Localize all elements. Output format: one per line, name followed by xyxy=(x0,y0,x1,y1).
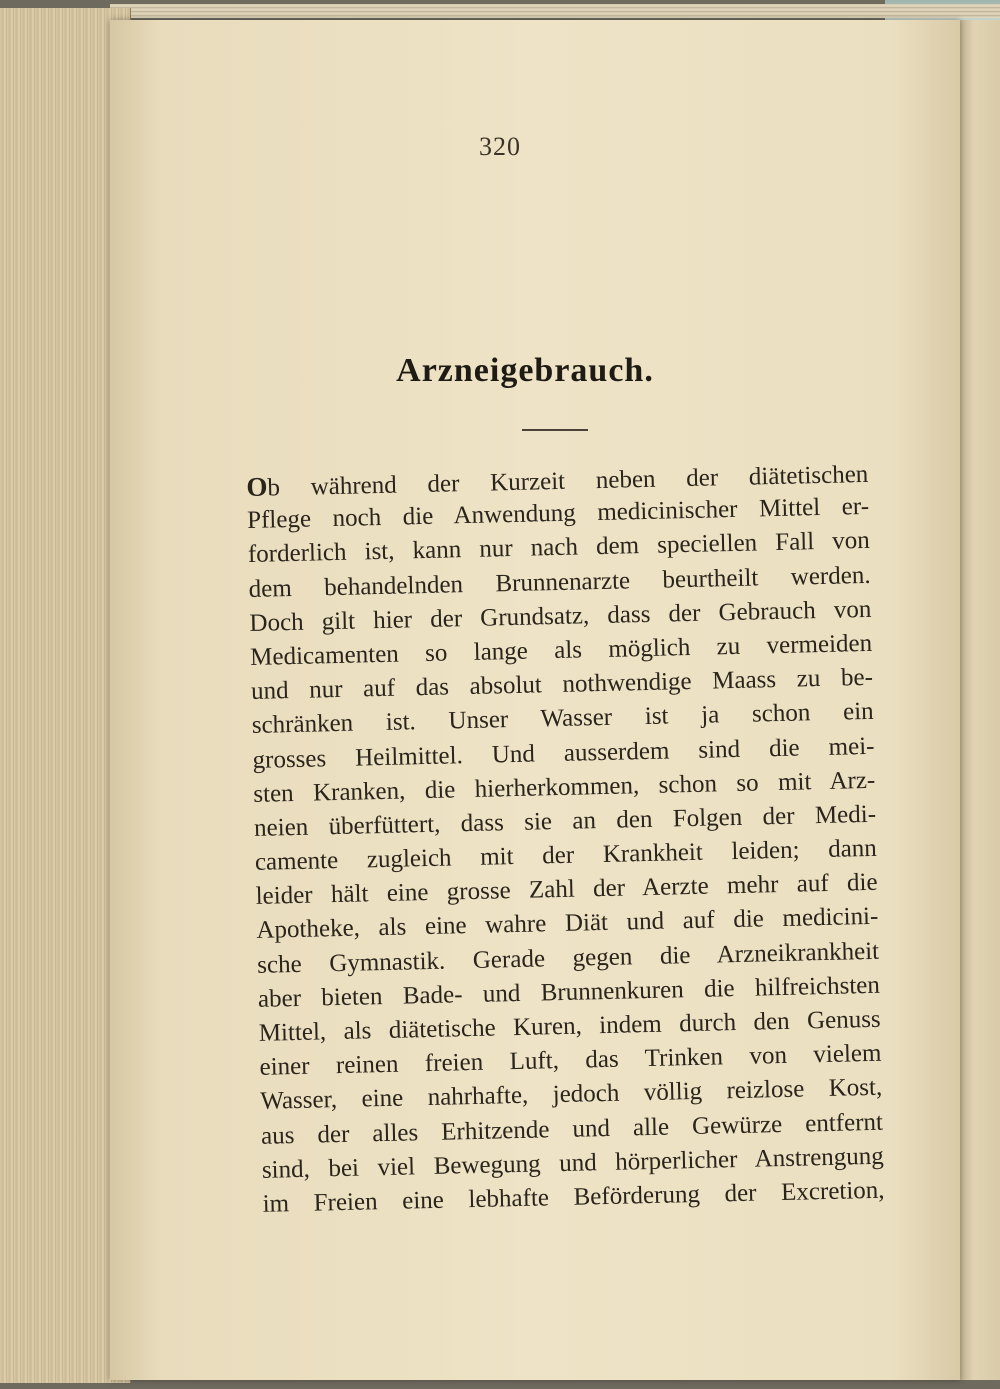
text-line: Mittel, als diätetische Kuren, indem durch den Genuss xyxy=(258,1005,881,1047)
text-line: sche Gymnastik. Gerade gegen die Arzneikrankheit xyxy=(256,937,880,979)
page-number: 320 xyxy=(479,132,521,161)
text-line: Doch gilt hier der Grundsatz, dass der Gebrauch von xyxy=(249,595,872,637)
text-line: und nur auf das absolut nothwendige Maass zu be- xyxy=(250,663,874,706)
text-line: forderlich ist, kann nur nach dem speciellen Fall von xyxy=(247,527,871,569)
heading-rule xyxy=(522,429,588,431)
text-line: aus der alles Erhitzende und alle Gewürze entfernt xyxy=(260,1108,884,1150)
text-line: sten Kranken, die hierherkommen, schon so mit Arz- xyxy=(253,766,876,808)
text-line: Ob während der Kurzeit neben der diätetischen xyxy=(246,460,869,502)
text-line: einer reinen freien Luft, das Trinken von vielem xyxy=(259,1039,882,1082)
text-line: grosses Heilmittel. Und ausserdem sind die mei- xyxy=(252,732,875,774)
section-heading: Arzneigebrauch. xyxy=(396,352,654,389)
text-line: neien überfüttert, dass sie an den Folgen der Medi- xyxy=(253,800,877,842)
text-line: leider hält eine grosse Zahl der Aerzte mehr auf die xyxy=(255,869,878,911)
text-line: aber bieten Bade- und Brunnenkuren die hilfreichsten xyxy=(257,971,881,1013)
text-line: Apotheke, als eine wahre Diät und auf die medicini- xyxy=(256,903,879,945)
text-line: Pflege noch die Anwendung medicinischer Mittel er- xyxy=(246,493,870,535)
drop-cap: O xyxy=(246,471,268,502)
book-gutter xyxy=(955,20,1000,1380)
text-line: dem behandelnden Brunnenarzte beurtheilt werden. xyxy=(248,561,871,603)
text-line: im Freien eine lebhafte Beförderung der Excretion, xyxy=(262,1176,885,1218)
text-line: schränken ist. Unser Wasser ist ja schon ein xyxy=(251,698,874,740)
text-line: camente zugleich mit der Krankheit leiden; dann xyxy=(254,834,878,876)
text-line: Wasser, eine nahrhafte, jedoch völlig reizlose Kost, xyxy=(260,1074,883,1116)
text-line: Medicamenten so lange als möglich zu vermeiden xyxy=(249,629,873,671)
body-paragraph xyxy=(246,456,885,1222)
page-edges xyxy=(110,4,1000,18)
text-line: sind, bei viel Bewegung und hörperlicher Anstrengung xyxy=(261,1142,885,1184)
